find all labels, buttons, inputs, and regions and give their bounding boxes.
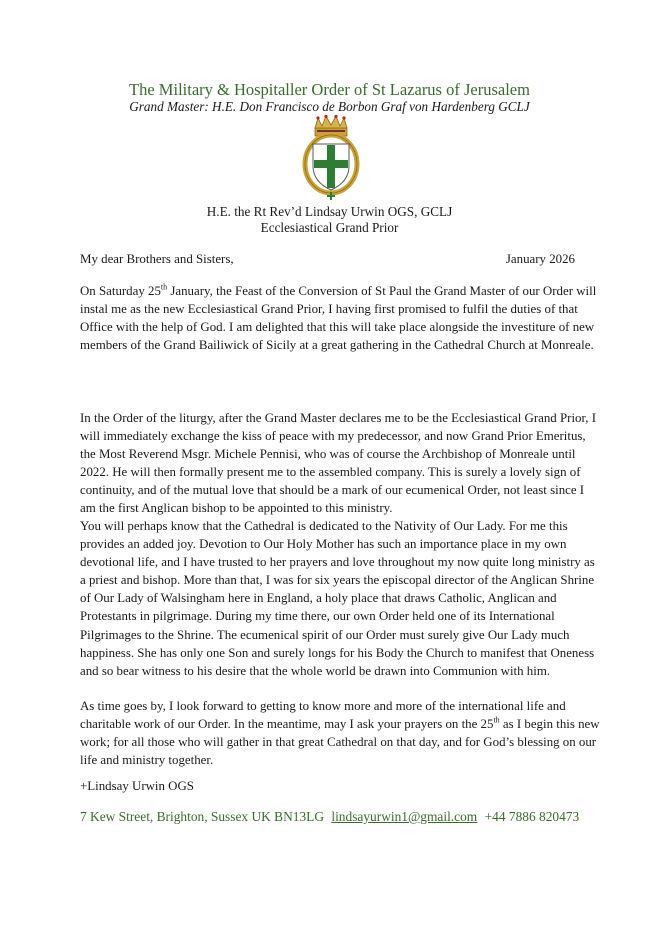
order-crest-icon: [295, 114, 367, 200]
paragraph-4: As time goes by, I look forward to getting to know more and more of the international life and charitable work of our Order. In the meantime, may I ask your prayers on the 25th as I begin this new work; for all those who will gather in that great Cathedral on that day, and for God’s blessing on our life and ministry together.: [80, 699, 600, 768]
letter-date: January 2026: [505, 252, 575, 266]
paragraph-2: In the Order of the liturgy, after the Grand Master declares me to be the Ecclesiastical Grand Prior, I will immediately exchange the kiss of peace with my predecessor, and now Grand Prior Emeritus, the Most Reverend Msgr. Michele Pennisi, who was of course the Archbishop of Monreale until 2022. He will then formally present me to the assembled company. This is surely a lovely sign of continuity, and of the mutual love that should be a mark of our ecumenical Order, not least since I am the first Anglican bishop to be appointed to this ministry.: [80, 411, 596, 516]
phone-number: +44 7886 820473: [484, 809, 580, 824]
address: 7 Kew Street, Brighton, Sussex UK BN13LG: [80, 809, 324, 824]
prior-title: Ecclesiastical Grand Prior: [260, 220, 399, 235]
organization-name: The Military & Hospitaller Order of St Lazarus of Jerusalem: [129, 80, 530, 99]
paragraph-1: On Saturday 25th January, the Feast of the Conversion of St Paul the Grand Master of our Order will instal me as the new Ecclesiastical Grand Prior, I having first promised to fulfil the duties of that Office with the help of God. I am delighted that this will take place alongside the investiture of new members of the Grand Bailiwick of Sicily at a great gathering in the Cathedral Church at Monreale.: [80, 282, 597, 353]
signature: +Lindsay Urwin OGS: [80, 779, 194, 793]
paragraph-3: You will perhaps know that the Cathedral is dedicated to the Nativity of Our Lady. For me this provides an added joy. Devotion to Our Holy Mother has such an importance place in my own devotional life, and I have trusted to her prayers and love throughout my now quite long ministry as a priest and bishop. More than that, I was for six years the episcopal director of the Anglican Shrine of Our Lady of Walsingham here in England, a holy place that draws Catholic, Anglican and Protestants in pilgrimage. During my time there, our own Order held one of its International Pilgrimages to the Shrine. The ecumenical spirit of our Order must surely give Our Lady much happiness. She has only one Son and surely longs for his Body the Church to manifest that Oneness and so bear witness to his desire that the whole world be drawn into Communion with him.: [80, 519, 595, 678]
grand-master-line: Grand Master: H.E. Don Francisco de Borbon Graf von Hardenberg GCLJ: [129, 99, 530, 114]
email-link[interactable]: lindsayurwin1@gmail.com: [331, 809, 478, 824]
shield-icon: [313, 144, 349, 190]
contact-footer: [80, 809, 579, 825]
prior-name: H.E. the Rt Rev’d Lindsay Urwin OGS, GCLJ: [206, 204, 453, 219]
greeting: My dear Brothers and Sisters,: [80, 252, 234, 266]
